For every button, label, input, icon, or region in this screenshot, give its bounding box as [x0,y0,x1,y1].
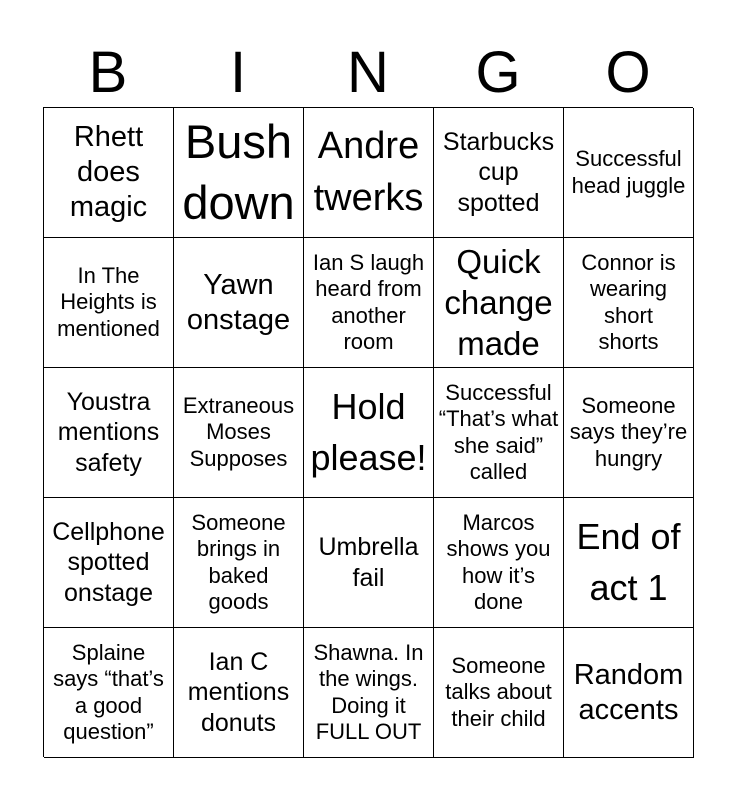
bingo-cell[interactable] [434,368,564,498]
cell-text: Successful head juggle [571,146,686,198]
cell-text: Starbucks cup spotted [442,127,555,217]
bingo-cell[interactable] [564,368,694,498]
cell-text: Cellphone spotted onstage [52,517,165,607]
bingo-cell[interactable] [434,498,564,628]
cell-text: Yawn onstage [186,268,291,336]
cell-text: Andre twerks [313,125,424,219]
cell-text: Successful “That’s what she said” called [438,379,559,484]
cell-text: Ian C mentions donuts [187,647,290,737]
bingo-cell[interactable] [44,238,174,368]
cell-text: Shawna. In the wings. Doing it FULL OUT [313,639,424,744]
bingo-cell[interactable] [304,368,434,498]
cell-text: Random accents [573,658,684,726]
bingo-cell[interactable] [564,238,694,368]
bingo-cell[interactable] [434,628,564,758]
bingo-cell[interactable] [434,238,564,368]
bingo-cell[interactable] [304,628,434,758]
cell-text: Rhett does magic [69,121,148,223]
cell-text: Quick change made [444,242,553,363]
bingo-cell[interactable] [174,108,304,238]
bingo-cell[interactable] [174,498,304,628]
bingo-cell[interactable] [174,238,304,368]
cell-text: Hold please! [310,386,427,478]
header-letter-g: G [475,40,521,105]
cell-text: In The Heights is mentioned [57,262,160,341]
header-letter-n: N [347,40,389,105]
cell-text: End of act 1 [576,516,681,608]
bingo-cell[interactable] [44,498,174,628]
cell-text: Bush down [182,115,295,229]
header-letter-b: B [88,40,128,105]
bingo-board [43,107,693,757]
bingo-cell[interactable] [564,108,694,238]
cell-text: Extraneous Moses Supposes [182,392,295,471]
bingo-cell[interactable] [564,498,694,628]
bingo-cell[interactable] [174,628,304,758]
bingo-cell[interactable] [174,368,304,498]
cell-text: Someone talks about their child [445,652,552,731]
bingo-cell[interactable] [304,238,434,368]
bingo-cell[interactable] [434,108,564,238]
cell-text: Someone says they’re hungry [569,392,688,471]
bingo-header [43,40,693,106]
cell-text: Ian S laugh heard from another room [312,249,425,354]
bingo-cell[interactable] [564,628,694,758]
header-letter-i: I [229,40,247,105]
bingo-cell[interactable] [44,628,174,758]
bingo-cell[interactable] [304,108,434,238]
cell-text: Youstra mentions safety [57,387,160,477]
bingo-cell[interactable] [44,368,174,498]
cell-text: Umbrella fail [318,533,419,592]
cell-text: Someone brings in baked goods [191,509,286,614]
cell-text: Connor is wearing short shorts [581,249,676,354]
bingo-cell[interactable] [44,108,174,238]
cell-text: Splaine says “that’s a good question” [53,639,164,744]
header-letter-o: O [605,40,651,105]
cell-text: Marcos shows you how it’s done [446,509,551,614]
bingo-cell[interactable] [304,498,434,628]
